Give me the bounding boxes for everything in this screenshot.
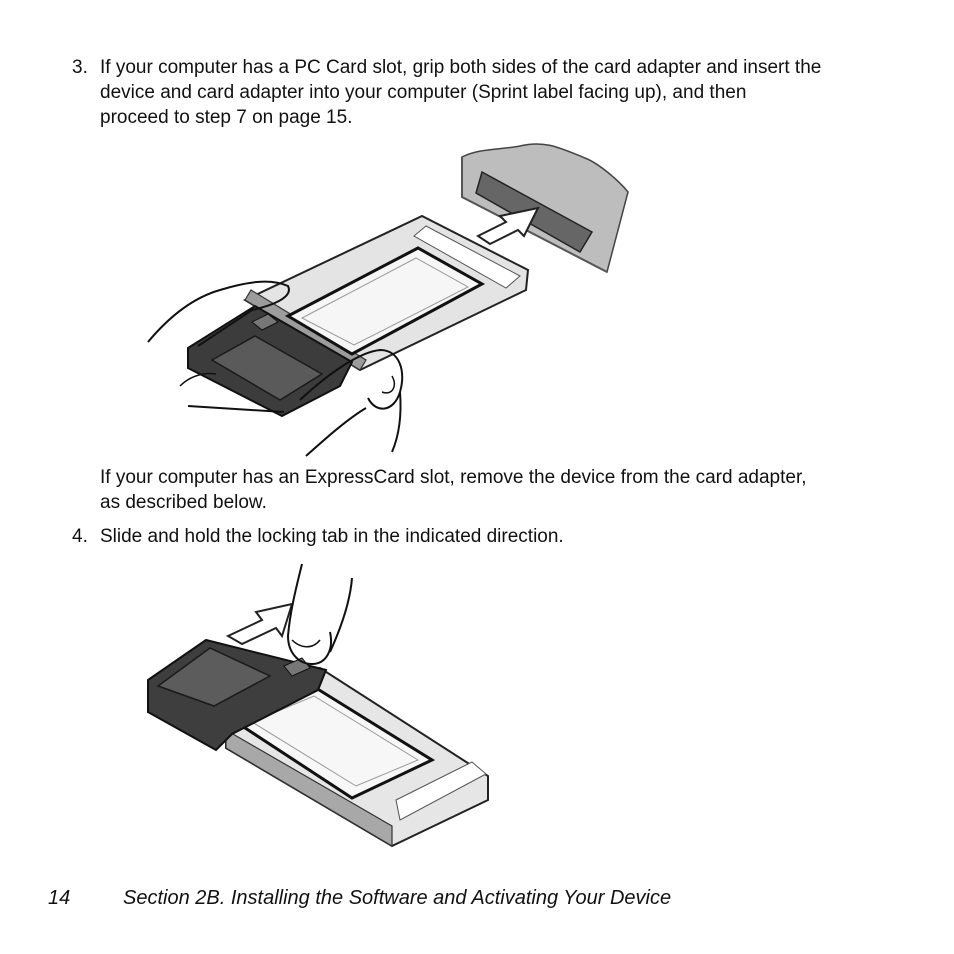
section-title: Section 2B. Installing the Software and Activating Your Device <box>123 887 672 909</box>
step-line: device and card adapter into your computer (Sprint label facing up), and then <box>100 82 747 103</box>
step-line: Slide and hold the locking tab in the indicated direction. <box>100 526 564 547</box>
step-line: If your computer has a PC Card slot, grip both sides of the card adapter and insert the <box>100 57 822 78</box>
step-number: 4. <box>72 526 88 547</box>
step-line: proceed to step 7 on page 15. <box>100 107 353 128</box>
page-number: 14 <box>48 887 71 909</box>
note-line: as described below. <box>100 492 267 513</box>
note-line: If your computer has an ExpressCard slot, remove the device from the card adapter, <box>100 467 807 488</box>
step-number: 3. <box>72 57 88 78</box>
